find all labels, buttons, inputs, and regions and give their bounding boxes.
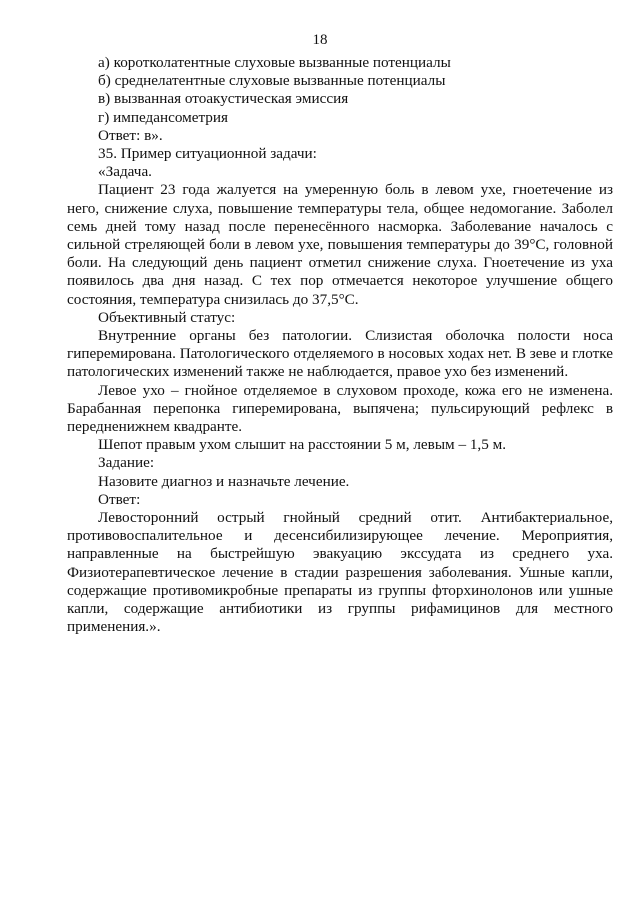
objective-internal-paragraph: Внутренние органы без патологии. Слизистая оболочка полости носа гиперемирована. Патологического отделяемого в носовых ходах нет. В зеве и глотке патологических изменений также не наблюдается, правое ухо без изменений. bbox=[67, 327, 613, 381]
objective-left-ear-paragraph: Левое ухо – гнойное отделяемое в слуховом проходе, кожа его не изменена. Барабанная перепонка гиперемирована, выпячена; пульсирующий рефлекс в передненижнем квадранте. bbox=[67, 381, 613, 436]
task-text: Назовите диагноз и назначьте лечение. bbox=[98, 472, 350, 490]
option-b: б) среднелатентные слуховые вызванные потенциалы bbox=[98, 72, 446, 90]
objective-heading: Объективный статус: bbox=[98, 308, 236, 326]
example-heading: 35. Пример ситуационной задачи: bbox=[98, 145, 317, 163]
page-number: 18 bbox=[312, 32, 328, 48]
option-d: г) импедансометрия bbox=[98, 108, 229, 126]
page-content bbox=[67, 54, 613, 637]
answer-paragraph: Левосторонний острый гнойный средний отит. Антибактериальное, противовоспалительное и десенсибилизирующее лечение. Мероприятия, направленные на быстрейшую эвакуацию экссудата из среднего уха. Физиотерапевтическое лечение в стадии разрешения заболевания. Ушные капли, содержащие противомикробные препараты из группы фторхинолонов или ушные капли, содержащие антибиотики из группы рифамицинов для местного применения.». bbox=[67, 509, 613, 636]
hearing-line: Шепот правым ухом слышит на расстоянии 5 м, левым – 1,5 м. bbox=[98, 436, 507, 454]
option-a: а) коротколатентные слуховые вызванные потенциалы bbox=[98, 54, 451, 71]
task-heading: «Задача. bbox=[98, 163, 152, 181]
task-label: Задание: bbox=[98, 454, 155, 472]
option-c: в) вызванная отоакустическая эмиссия bbox=[98, 90, 349, 108]
complaint-paragraph: Пациент 23 года жалуется на умеренную боль в левом ухе, гноетечение из него, снижение слуха, повышение температуры тела, общее недомогание. Заболел семь дней тому назад после перенесённого насморка. Заболевание началось с сильной стреляющей боли в левом ухе, повышения температуры до 39°С, головной боли. На следующий день пациент отметил снижение слуха. Гноетечение из уха появилось два дня назад. С тех пор отмечается некоторое улучшение общего состояния, температура снизилась до 37,5°С. bbox=[67, 181, 613, 308]
answer-label: Ответ: bbox=[98, 490, 141, 508]
previous-answer: Ответ: в». bbox=[98, 126, 163, 144]
